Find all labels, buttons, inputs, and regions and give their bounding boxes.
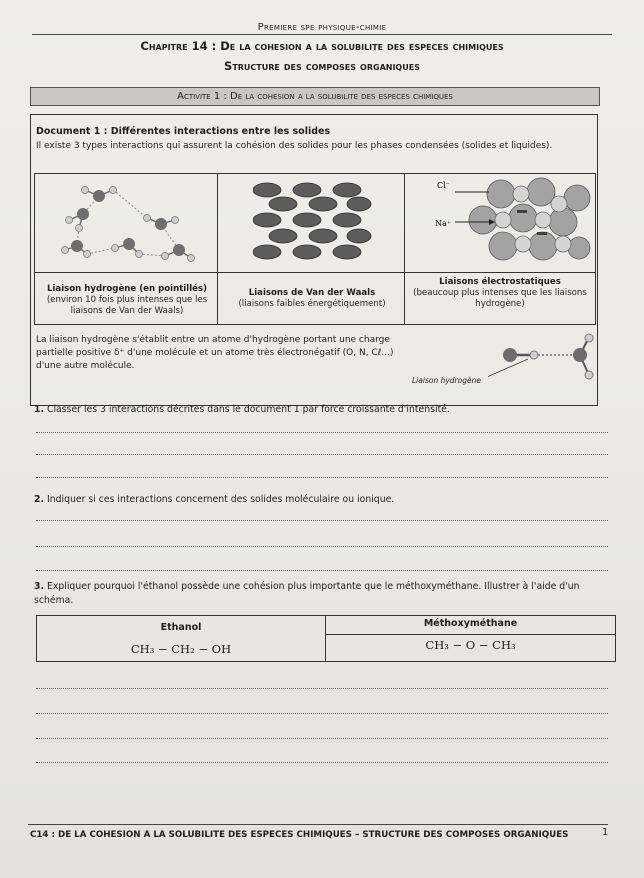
answer-line[interactable] xyxy=(36,546,608,547)
methoxymethane-formula: CH₃ − O − CH₃ xyxy=(425,638,516,652)
answer-line[interactable] xyxy=(36,477,608,478)
document-intro: Il existe 3 types interactions qui assurent la cohésion des solides pour les phases condensées (solides et liquides). xyxy=(36,141,553,151)
question-1-text: Classer les 3 interactions décrites dans le document 1 par force croissante d'intensité. xyxy=(46,404,450,415)
hbond-schema xyxy=(488,333,598,385)
hbond-explanation: La liaison hydrogène s'établit entre un atome d'hydrogène portant une charge partielle positive δ⁺ d'une molécule et un atome très électronégatif (O, N, Cℓ...) d'une autre molécule. xyxy=(36,335,394,371)
hbond-schema-label: Liaison hydrogène xyxy=(412,376,481,385)
interactions-table xyxy=(34,173,596,325)
question-1-number: 1. xyxy=(34,404,45,415)
footer-text: C14 : DE LA COHESION A LA SOLUBILITE DES ESPECES CHIMIQUES – STRUCTURE DES COMPOSES ORGANIQUES xyxy=(30,830,569,840)
answer-line[interactable] xyxy=(36,570,608,571)
answer-line[interactable] xyxy=(36,454,608,455)
answer-line[interactable] xyxy=(36,688,608,689)
caption-vdw xyxy=(221,288,403,310)
question-2-number: 2. xyxy=(34,494,45,505)
answer-line[interactable] xyxy=(36,738,608,739)
answer-line[interactable] xyxy=(36,432,608,433)
question-3 xyxy=(34,580,619,608)
vdw-molecules-illustration xyxy=(253,182,373,270)
table-divider xyxy=(35,272,595,273)
caption-hydrogen xyxy=(37,284,217,317)
caption-vdw-desc: (liaisons faibles énergétiquement) xyxy=(238,299,386,309)
ethanol-header: Ethanol xyxy=(160,622,202,633)
caption-hydrogen-desc: (environ 10 fois plus intenses que les liaisons de Van der Waals) xyxy=(46,295,208,316)
question-1 xyxy=(34,404,450,415)
nacl-crystal-illustration xyxy=(431,176,591,270)
answer-line[interactable] xyxy=(36,762,608,763)
ethanol-formula: CH₃ − CH₂ − OH xyxy=(130,642,232,656)
question-2-text: Indiquer si ces interactions concernent des solides moléculaire ou ionique. xyxy=(46,494,395,505)
question-3-text: Expliquer pourquoi l'éthanol possède une cohésion plus importante que le méthoxyméthane. Illustrer à l'aide d'un schéma. xyxy=(34,581,580,606)
header-rule xyxy=(32,34,612,35)
chloride-label: Cl⁻ xyxy=(437,181,450,190)
caption-electrostatic-desc: (beaucoup plus intenses que les liaisons hydrogène) xyxy=(413,288,587,309)
caption-hydrogen-title: Liaison hydrogène (en pointillés) xyxy=(46,284,208,294)
caption-electrostatic xyxy=(407,277,593,310)
question-3-number: 3. xyxy=(34,581,45,592)
caption-electrostatic-title: Liaisons électrostatiques xyxy=(439,277,561,287)
hbond-network-illustration xyxy=(55,178,205,270)
methoxymethane-header: Méthoxyméthane xyxy=(423,618,518,629)
answer-line[interactable] xyxy=(36,713,608,714)
footer-rule xyxy=(28,824,608,825)
activity-banner: Activite 1 : De la cohesion a la solubilite des especes chimiques xyxy=(30,87,600,106)
molecules-table-rule xyxy=(326,634,615,635)
question-2 xyxy=(34,494,394,505)
caption-vdw-title: Liaisons de Van der Waals xyxy=(248,288,376,298)
chapter-title: Chapitre 14 : De la cohesion a la solubilite des especes chimiques xyxy=(140,39,504,53)
chapter-subtitle: Structure des composes organiques xyxy=(224,59,420,73)
document-title: Document 1 : Différentes interactions entre les solides xyxy=(36,126,331,137)
molecules-table xyxy=(36,615,616,662)
page-number: 1 xyxy=(602,827,609,838)
level-label: Premiere spe physique-chimie xyxy=(257,22,387,33)
answer-line[interactable] xyxy=(36,520,608,521)
sodium-label: Na⁺ xyxy=(435,219,451,228)
